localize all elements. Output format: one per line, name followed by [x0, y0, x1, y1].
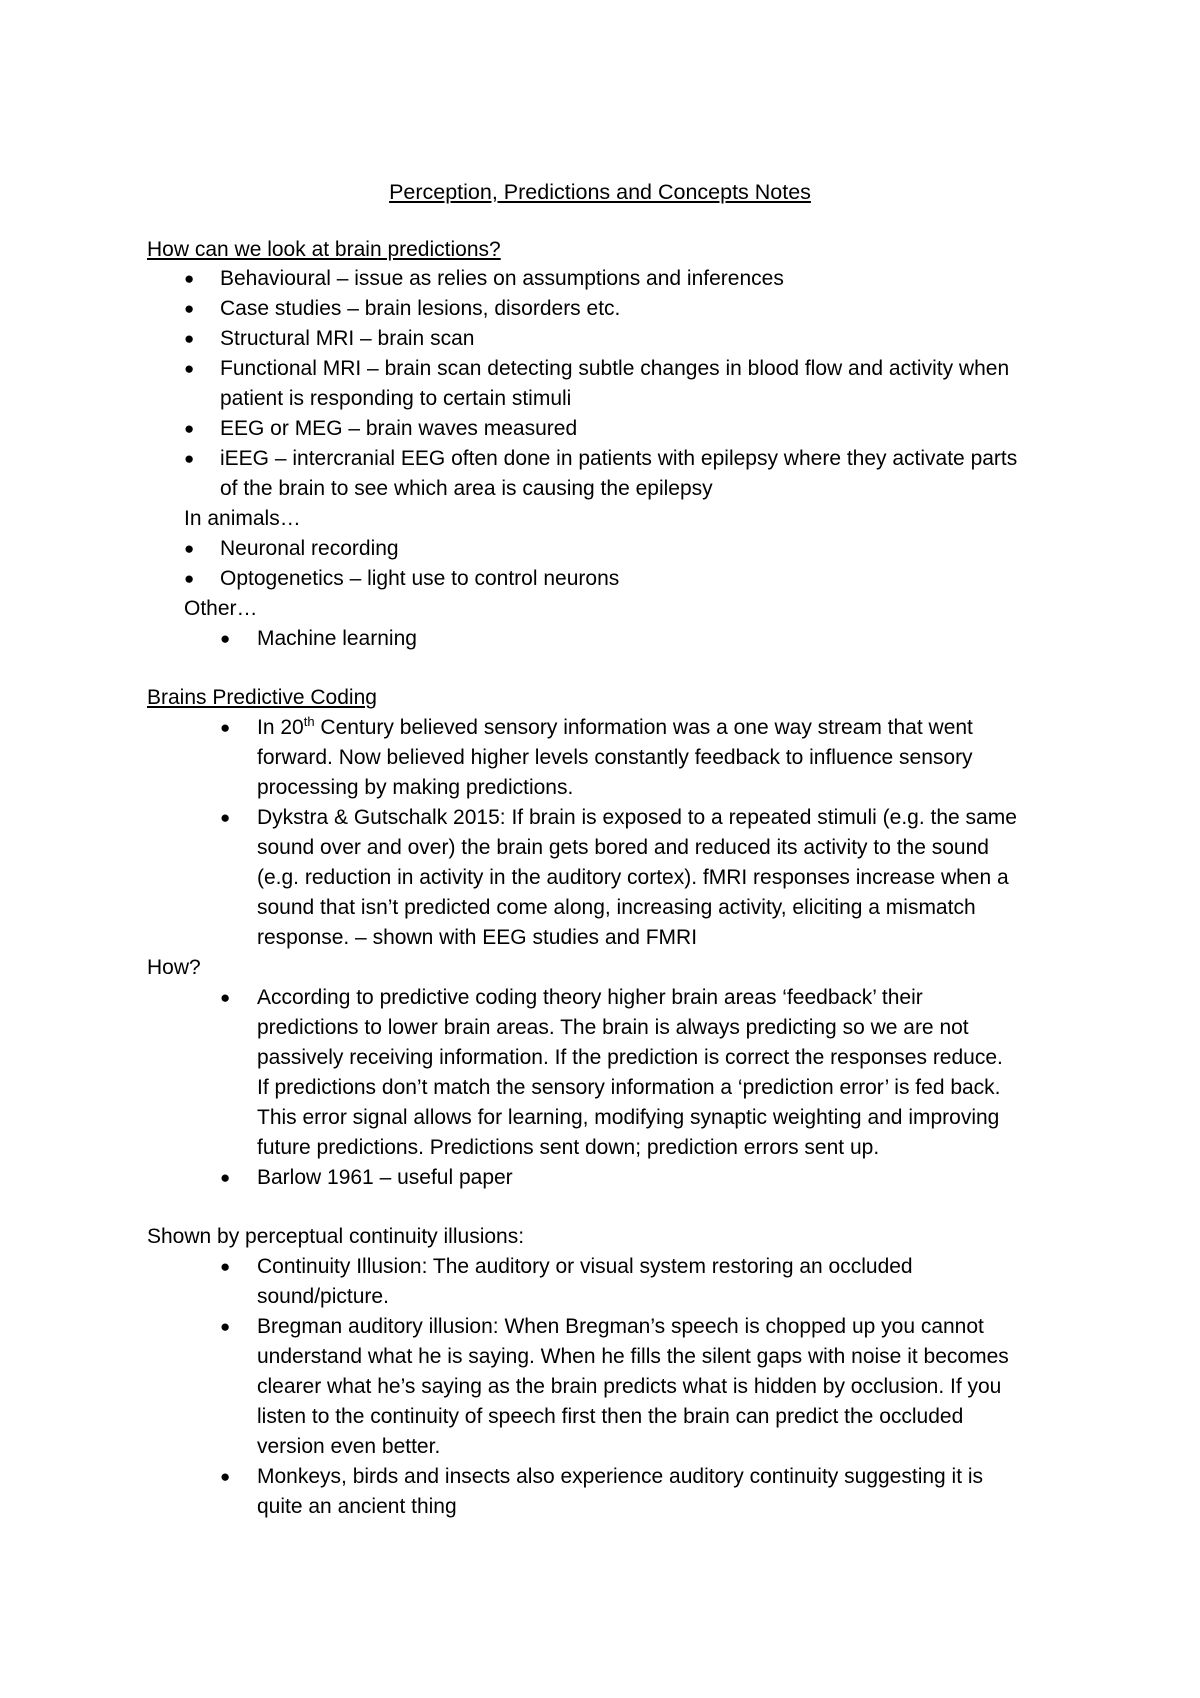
list-item-continuation: sound that isn’t predicted come along, increasing activity, eliciting a mismatch: [257, 896, 976, 919]
bullet-icon: ●: [184, 269, 195, 288]
bullet-icon: ●: [220, 718, 231, 737]
list-item-continuation: response. – shown with EEG studies and FMRI: [257, 926, 698, 949]
list-item-continuation: quite an ancient thing: [257, 1495, 457, 1518]
bullet-icon: ●: [184, 419, 195, 438]
bullet-icon: ●: [184, 359, 195, 378]
bullet-icon: ●: [220, 808, 231, 827]
list-item-continuation: future predictions. Predictions sent down; prediction errors sent up.: [257, 1136, 880, 1159]
list-item-continuation: passively receiving information. If the prediction is correct the responses reduce.: [257, 1046, 1003, 1069]
bullet-icon: ●: [220, 1467, 231, 1486]
list-item: Behavioural – issue as relies on assumptions and inferences: [220, 267, 784, 290]
list-item-continuation: listen to the continuity of speech first then the brain can predict the occluded: [257, 1405, 964, 1428]
list-item: According to predictive coding theory higher brain areas ‘feedback’ their: [257, 986, 923, 1009]
list-item-continuation: version even better.: [257, 1435, 441, 1458]
bullet-icon: ●: [184, 569, 195, 588]
bullet-icon: ●: [220, 988, 231, 1007]
other-label: Other…: [184, 597, 258, 620]
bullet-icon: ●: [220, 1317, 231, 1336]
list-item-continuation: understand what he is saying. When he fills the silent gaps with noise it becomes: [257, 1345, 1009, 1368]
list-item: Optogenetics – light use to control neurons: [220, 567, 620, 590]
bullet-icon: ●: [220, 1168, 231, 1187]
list-item: Dykstra & Gutschalk 2015: If brain is exposed to a repeated stimuli (e.g. the same: [257, 806, 1017, 829]
superscript: th: [303, 714, 315, 729]
list-item-text: Century believed sensory information was a one way stream that went: [314, 716, 973, 739]
document-title: Perception, Predictions and Concepts Notes: [389, 180, 811, 204]
list-item: Machine learning: [257, 627, 417, 650]
list-item: Continuity Illusion: The auditory or visual system restoring an occluded: [257, 1255, 913, 1278]
animals-label: In animals…: [184, 507, 301, 530]
list-item: Structural MRI – brain scan: [220, 327, 475, 350]
list-item: EEG or MEG – brain waves measured: [220, 417, 578, 440]
bullet-icon: ●: [184, 299, 195, 318]
section-heading-predictive-coding: Brains Predictive Coding: [147, 686, 377, 709]
section-heading-continuity-illusions: Shown by perceptual continuity illusions:: [147, 1225, 525, 1248]
section-heading-brain-predictions: How can we look at brain predictions?: [147, 238, 501, 261]
list-item: [257, 714, 973, 742]
list-item-continuation: sound/picture.: [257, 1285, 389, 1308]
list-item: Neuronal recording: [220, 537, 399, 560]
bullet-icon: ●: [184, 539, 195, 558]
list-item: Barlow 1961 – useful paper: [257, 1166, 513, 1189]
list-item: Bregman auditory illusion: When Bregman’s speech is chopped up you cannot: [257, 1315, 984, 1338]
list-item-continuation: (e.g. reduction in activity in the auditory cortex). fMRI responses increase when a: [257, 866, 1009, 889]
list-item-continuation: processing by making predictions.: [257, 776, 574, 799]
list-item: Monkeys, birds and insects also experience auditory continuity suggesting it is: [257, 1465, 984, 1488]
list-item: Functional MRI – brain scan detecting subtle changes in blood flow and activity when: [220, 357, 1010, 380]
list-item-continuation: patient is responding to certain stimuli: [220, 387, 572, 410]
how-label: How?: [147, 956, 201, 979]
bullet-icon: ●: [184, 329, 195, 348]
list-item-continuation: This error signal allows for learning, modifying synaptic weighting and improving: [257, 1106, 1000, 1129]
list-item-text: In 20: [257, 716, 304, 739]
list-item: Case studies – brain lesions, disorders etc.: [220, 297, 621, 320]
bullet-icon: ●: [220, 629, 231, 648]
bullet-icon: ●: [184, 449, 195, 468]
list-item-continuation: If predictions don’t match the sensory information a ‘prediction error’ is fed back.: [257, 1076, 1001, 1099]
list-item-continuation: predictions to lower brain areas. The brain is always predicting so we are not: [257, 1016, 969, 1039]
list-item-continuation: sound over and over) the brain gets bored and reduced its activity to the sound: [257, 836, 989, 859]
list-item: iEEG – intercranial EEG often done in patients with epilepsy where they activate parts: [220, 447, 1018, 470]
list-item-continuation: clearer what he’s saying as the brain predicts what is hidden by occlusion. If you: [257, 1375, 1002, 1398]
list-item-continuation: forward. Now believed higher levels constantly feedback to influence sensory: [257, 746, 973, 769]
list-item-continuation: of the brain to see which area is causing the epilepsy: [220, 477, 713, 500]
bullet-icon: ●: [220, 1257, 231, 1276]
